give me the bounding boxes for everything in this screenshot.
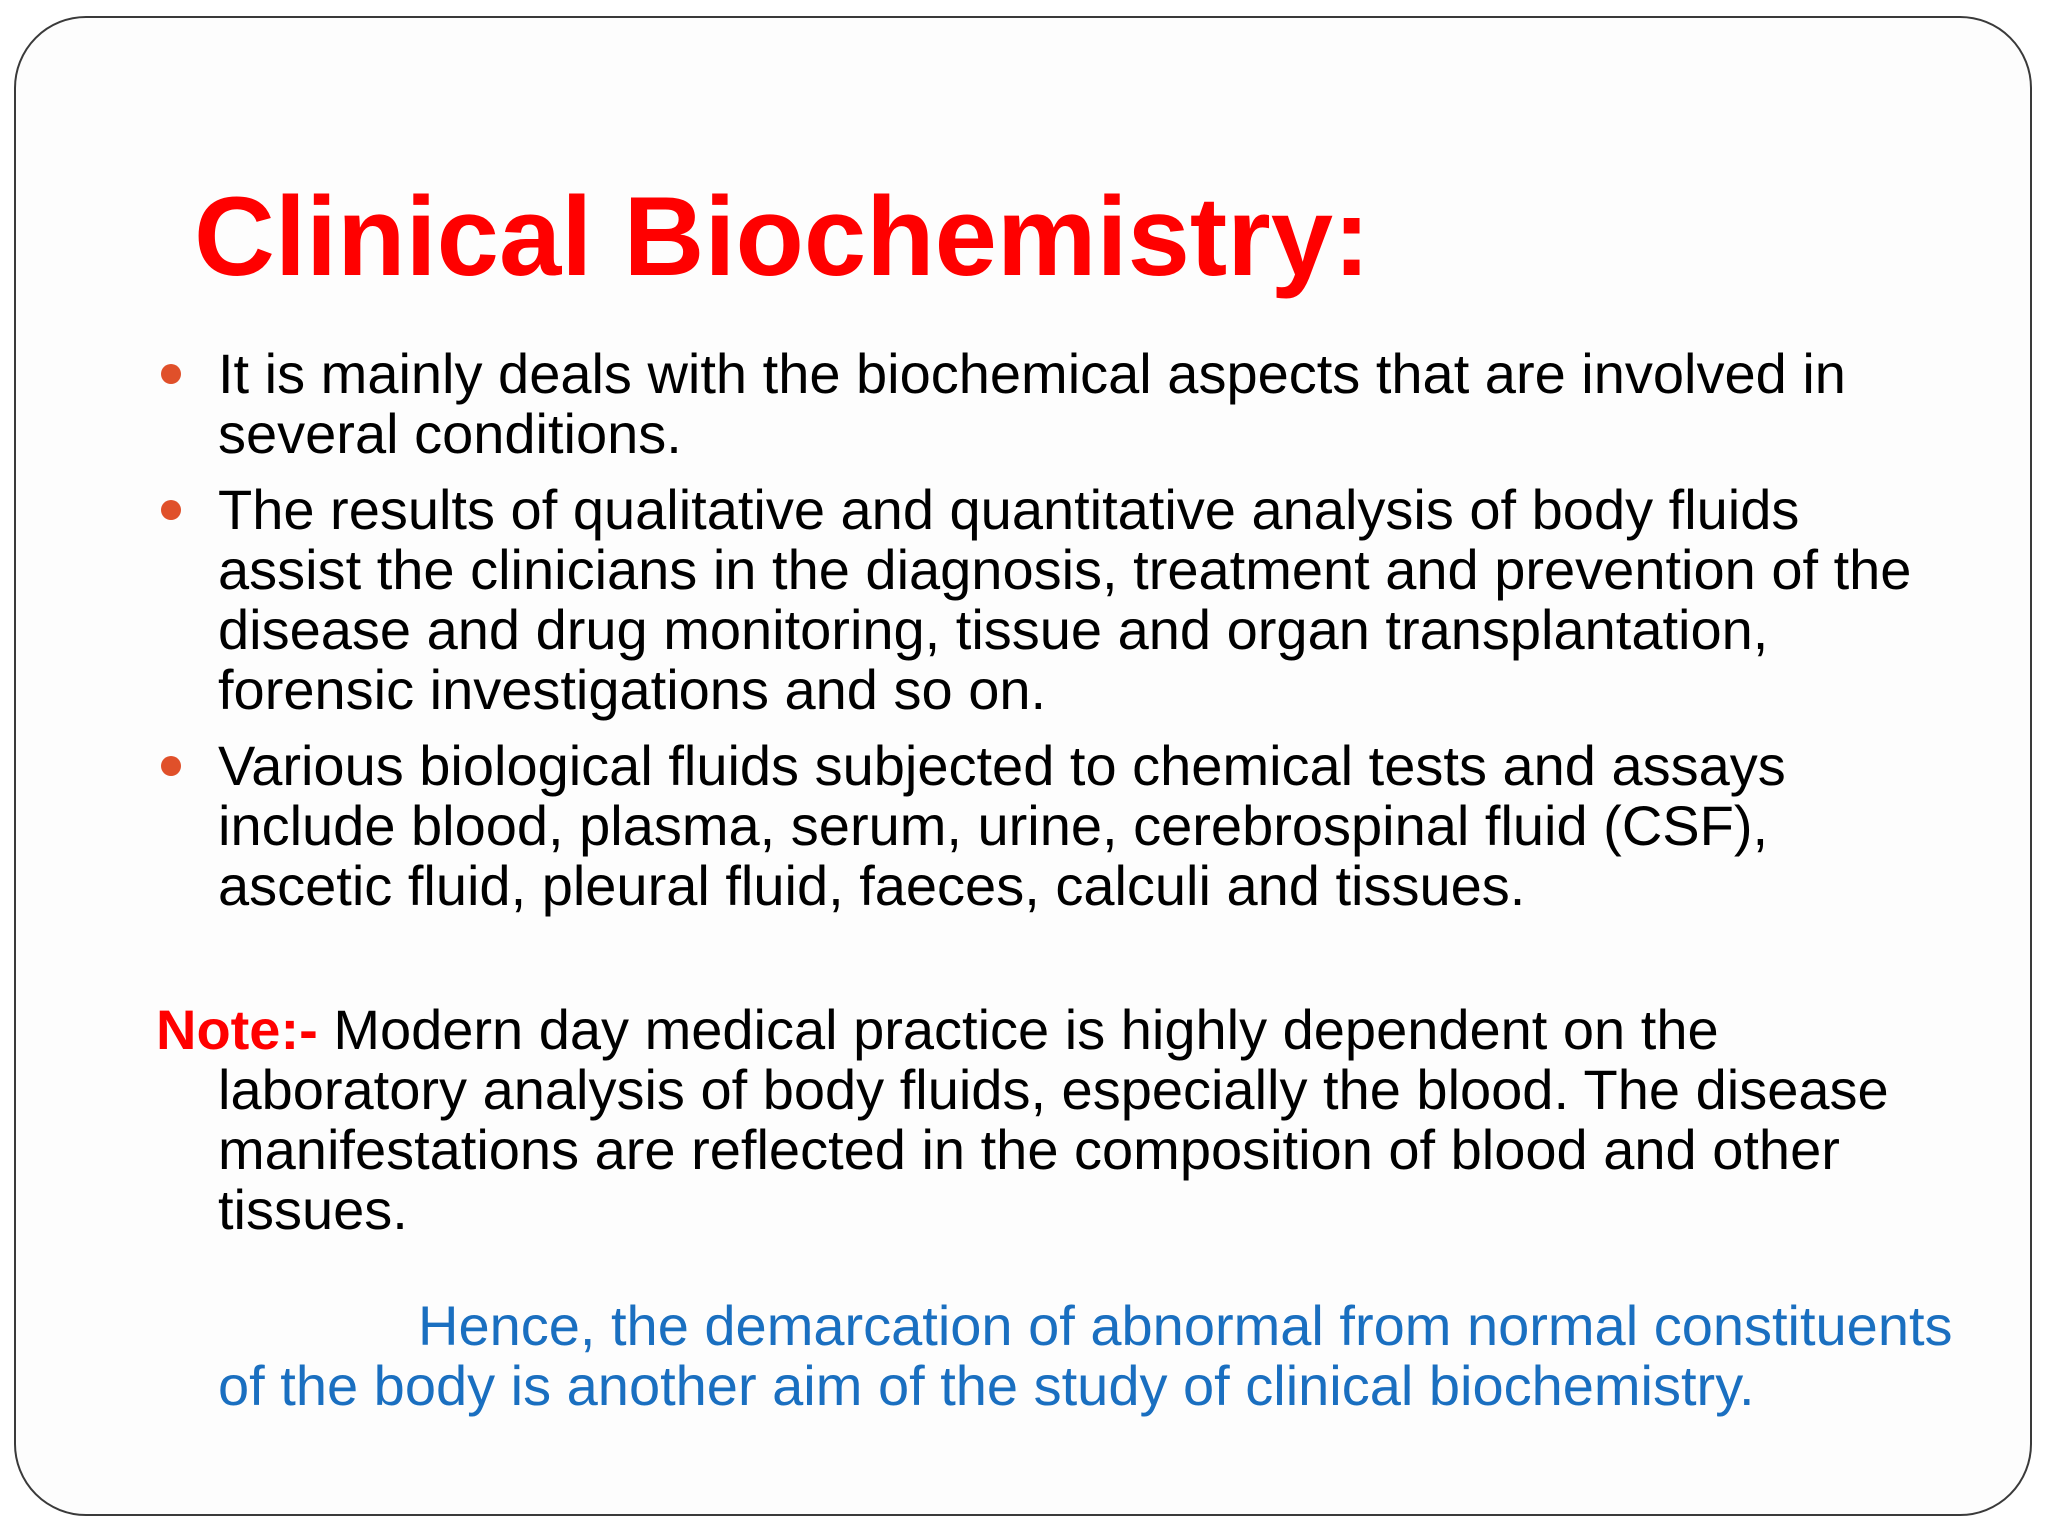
bullet-item [156, 480, 1956, 720]
bullet-list [156, 344, 1956, 916]
bullet-item [156, 736, 1956, 916]
conclusion-text: Hence, the demarcation of abnormal from normal constituents of the body is another aim of the study of clinical biochemistry. [218, 1294, 1953, 1417]
conclusion-paragraph [156, 1296, 1956, 1416]
bullet-dot-icon [161, 500, 181, 520]
bullet-text: It is mainly deals with the biochemical aspects that are involved in several conditions. [218, 342, 1846, 465]
slide-frame [14, 16, 2032, 1516]
bullet-dot-icon [161, 364, 181, 384]
bullet-text: Various biological fluids subjected to chemical tests and assays include blood, plasma, serum, urine, cerebrospinal fluid (CSF), ascetic fluid, pleural fluid, faeces, calculi and tissues. [218, 734, 1786, 917]
slide-title: Clinical Biochemistry: [194, 174, 1371, 299]
note-text: Modern day medical practice is highly dependent on the laboratory analysis of body fluids, especially the blood. The disease manifestations are reflected in the composition of blood and other tissues. [218, 998, 1889, 1241]
bullet-text: The results of qualitative and quantitative analysis of body fluids assist the clinicians in the diagnosis, treatment and prevention of the disease and drug monitoring, tissue and organ transplantation, forensic investigations and so on. [218, 478, 1912, 721]
note-label: Note:- [156, 998, 318, 1061]
slide-body [156, 344, 1956, 1472]
bullet-item [156, 344, 1956, 464]
bullet-dot-icon [161, 756, 181, 776]
note-paragraph [156, 1000, 1956, 1240]
